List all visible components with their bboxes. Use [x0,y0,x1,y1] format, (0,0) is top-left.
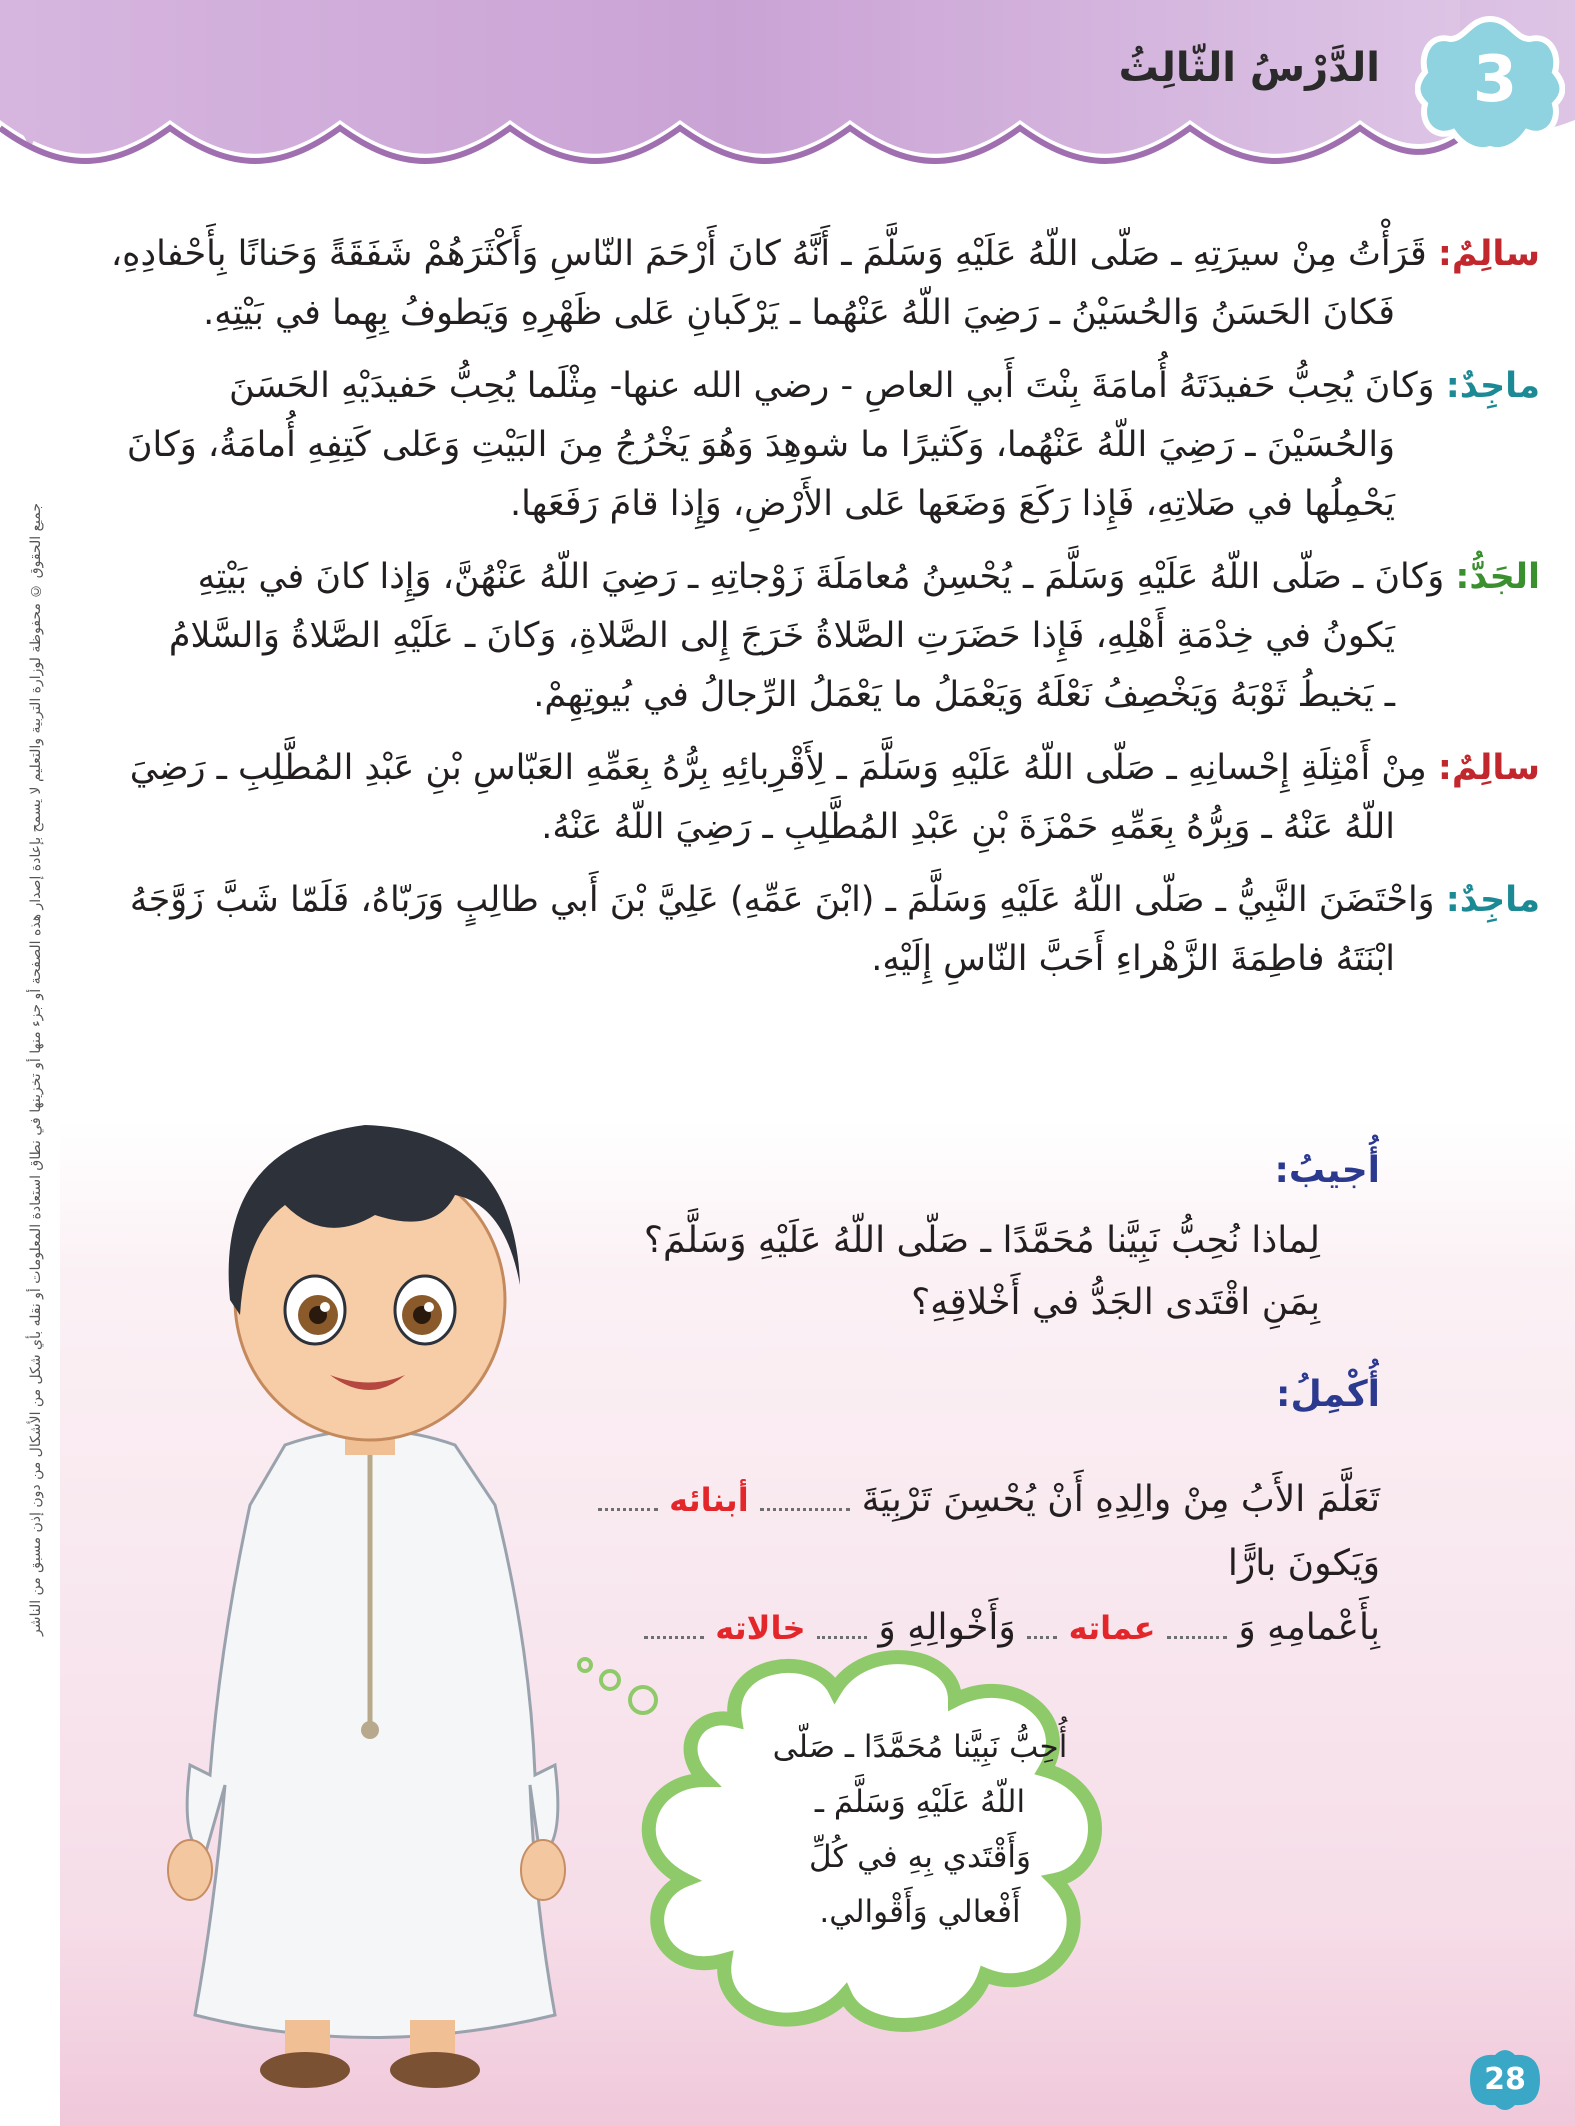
dialogue-line: يَحْمِلُها في صَلاتِهِ، فَإِذا رَكَعَ وَضَعَها عَلى الأَرْضِ، وَإِذا قامَ رَفَعَها. [510,484,1395,524]
dialogue-line: فَكانَ الحَسَنُ وَالحُسَيْنُ ـ رَضِيَ اللّهُ عَنْهُما ـ يَرْكَبانِ عَلى ظَهْرِهِ وَيَطوفُ بِهِما في بَيْتِهِ. [203,293,1395,333]
boy-illustration [135,1085,605,2105]
answer-text: خالاته [715,1609,806,1647]
dialogue-turn [100,225,1540,343]
fill-text: وَيَكونَ بارًّا [1227,1543,1380,1584]
speaker-salem: سالِمٌ: [1437,748,1540,788]
question-item: لِماذا نُحِبُّ نَبِيَّنا مُحَمَّدًا ـ صَلّى اللّهُ عَلَيْهِ وَسَلَّمَ؟ [643,1220,1320,1261]
dialogue-line: قَرَأْتُ مِنْ سيرَتِهِ ـ صَلّى اللّهُ عَلَيْهِ وَسَلَّمَ ـ أَنَّهُ كانَ أَرْحَمَ النّاسِ وَأَكْثَرَهُمْ شَفَقَةً وَحَنانًا بِأَحْفادِهِ، [110,234,1427,274]
thought-bubble-text: أُحِبُّ نَبِيَّنا مُحَمَّدًا ـ صَلّى اللّهُ عَلَيْهِ وَسَلَّمَ ـ وَأَقْتَدي بِهِ في كُلِّ أَفْعالي وَأَقْوالي. [772,1729,1068,1930]
dialogue-line: وَكانَ يُحِبُّ حَفيدَتَهُ أُمامَةَ بِنْتَ أَبي العاصِ - رضي الله عنها- مِثْلَما يُحِبُّ حَفيدَيْهِ الحَسَنَ [229,366,1435,406]
blank-line [1027,1608,1057,1639]
question-item: بِمَنِ اقْتَدى الجَدُّ في أَخْلاقِهِ؟ [911,1282,1320,1323]
speaker-salem: سالِمٌ: [1437,234,1540,274]
page-number: 28 [1484,2062,1526,2097]
speaker-grandpa: الجَدُّ: [1455,557,1540,597]
dialogue-line: وَاحْتَضَنَ النَّبِيُّ ـ صَلّى اللّهُ عَلَيْهِ وَسَلَّمَ ـ (ابْنَ عَمِّهِ) عَلِيَّ بْنَ أَبي طالِبٍ وَرَبّاهُ، فَلَمّا شَبَّ زَوَّجَهُ [129,880,1435,920]
dialogue-line: يَكونُ في خِدْمَةِ أَهْلِهِ، فَإِذا حَضَرَتِ الصَّلاةُ خَرَجَ إِلى الصَّلاةِ، وَكانَ ـ عَلَيْهِ الصَّلاةُ وَالسَّلامُ [168,616,1395,656]
dialogue-turn [100,739,1540,857]
blank-line [817,1608,867,1639]
dialogue-line: وَكانَ ـ صَلّى اللّهُ عَلَيْهِ وَسَلَّمَ ـ يُحْسِنُ مُعامَلَةَ زَوْجاتِهِ ـ رَضِيَ اللّهُ عَنْهُنَّ، وَإِذا كانَ في بَيْتِهِ [197,557,1445,597]
answer-section [480,1140,1380,1434]
dialogue-line: اللّهُ عَنْهُ ـ وَبِرُّهُ بِعَمِّهِ حَمْزَةَ بْنِ عَبْدِ المُطَّلِبِ ـ رَضِيَ اللّهُ عَنْهُ. [541,807,1395,847]
blank-line [1167,1608,1227,1639]
lesson-number: 3 [1472,43,1518,117]
speaker-majed: ماجِدٌ: [1445,366,1540,406]
fill-text: تَعَلَّمَ الأَبُ مِنْ والِدِهِ أَنْ يُحْسِنَ تَرْبِيَةَ [861,1479,1380,1520]
dialogue [100,225,1540,1003]
fill-in-exercise [500,1468,1380,1660]
speaker-majed: ماجِدٌ: [1445,880,1540,920]
answer-text: أبنائه [669,1481,749,1519]
copyright-note: جميع الحقوق © محفوظة لوزارة التربية والتعليم لا يسمح بإعادة إصدار هذه الصفحة أو جزء منها أو تخزينها في نطاق استعادة المعلومات أو نقله بأي شكل من الأشكال من دون إذن مسبق من الناشر [28,503,44,1637]
fill-text: بِأَعْمامِهِ وَ [1238,1607,1380,1648]
blank-line [760,1480,850,1511]
dialogue-turn [100,871,1540,989]
dialogue-turn [100,548,1540,725]
fill-text: وَأَخْوالِهِ وَ [878,1607,1016,1648]
blank-line [644,1608,704,1639]
dialogue-line: ابْنَتَهُ فاطِمَةَ الزَّهْراءِ أَحَبَّ النّاسِ إِلَيْهِ. [871,939,1395,979]
fill-line-1 [500,1468,1380,1596]
dialogue-line: مِنْ أَمْثِلَةِ إِحْسانِهِ ـ صَلّى اللّهُ عَلَيْهِ وَسَلَّمَ ـ لِأَقْرِبائِهِ بِرُّهُ بِعَمِّهِ العَبّاسِ بْنِ عَبْدِ المُطَّلِبِ ـ رَضِيَ [129,748,1427,788]
dialogue-line: وَالحُسَيْنَ ـ رَضِيَ اللّهُ عَنْهُما، وَكَثيرًا ما شوهِدَ وَهُوَ يَخْرُجُ مِنَ البَيْتِ وَعَلى كَتِفِهِ أُمامَةُ، وَكانَ [126,425,1395,465]
lesson-title: الدَّرْسُ الثّالِثُ [1118,45,1380,91]
dialogue-turn [100,357,1540,534]
dialogue-line: ـ يَخيطُ ثَوْبَهُ وَيَخْصِفُ نَعْلَهُ وَيَعْمَلُ ما يَعْمَلُ الرِّجالُ في بُيوتِهِمْ. [533,675,1395,715]
complete-heading: أُكْمِلُ: [1276,1374,1380,1415]
answer-heading: أُجيبُ: [1274,1150,1380,1191]
answer-text: عماته [1068,1609,1156,1647]
blank-line [598,1480,658,1511]
